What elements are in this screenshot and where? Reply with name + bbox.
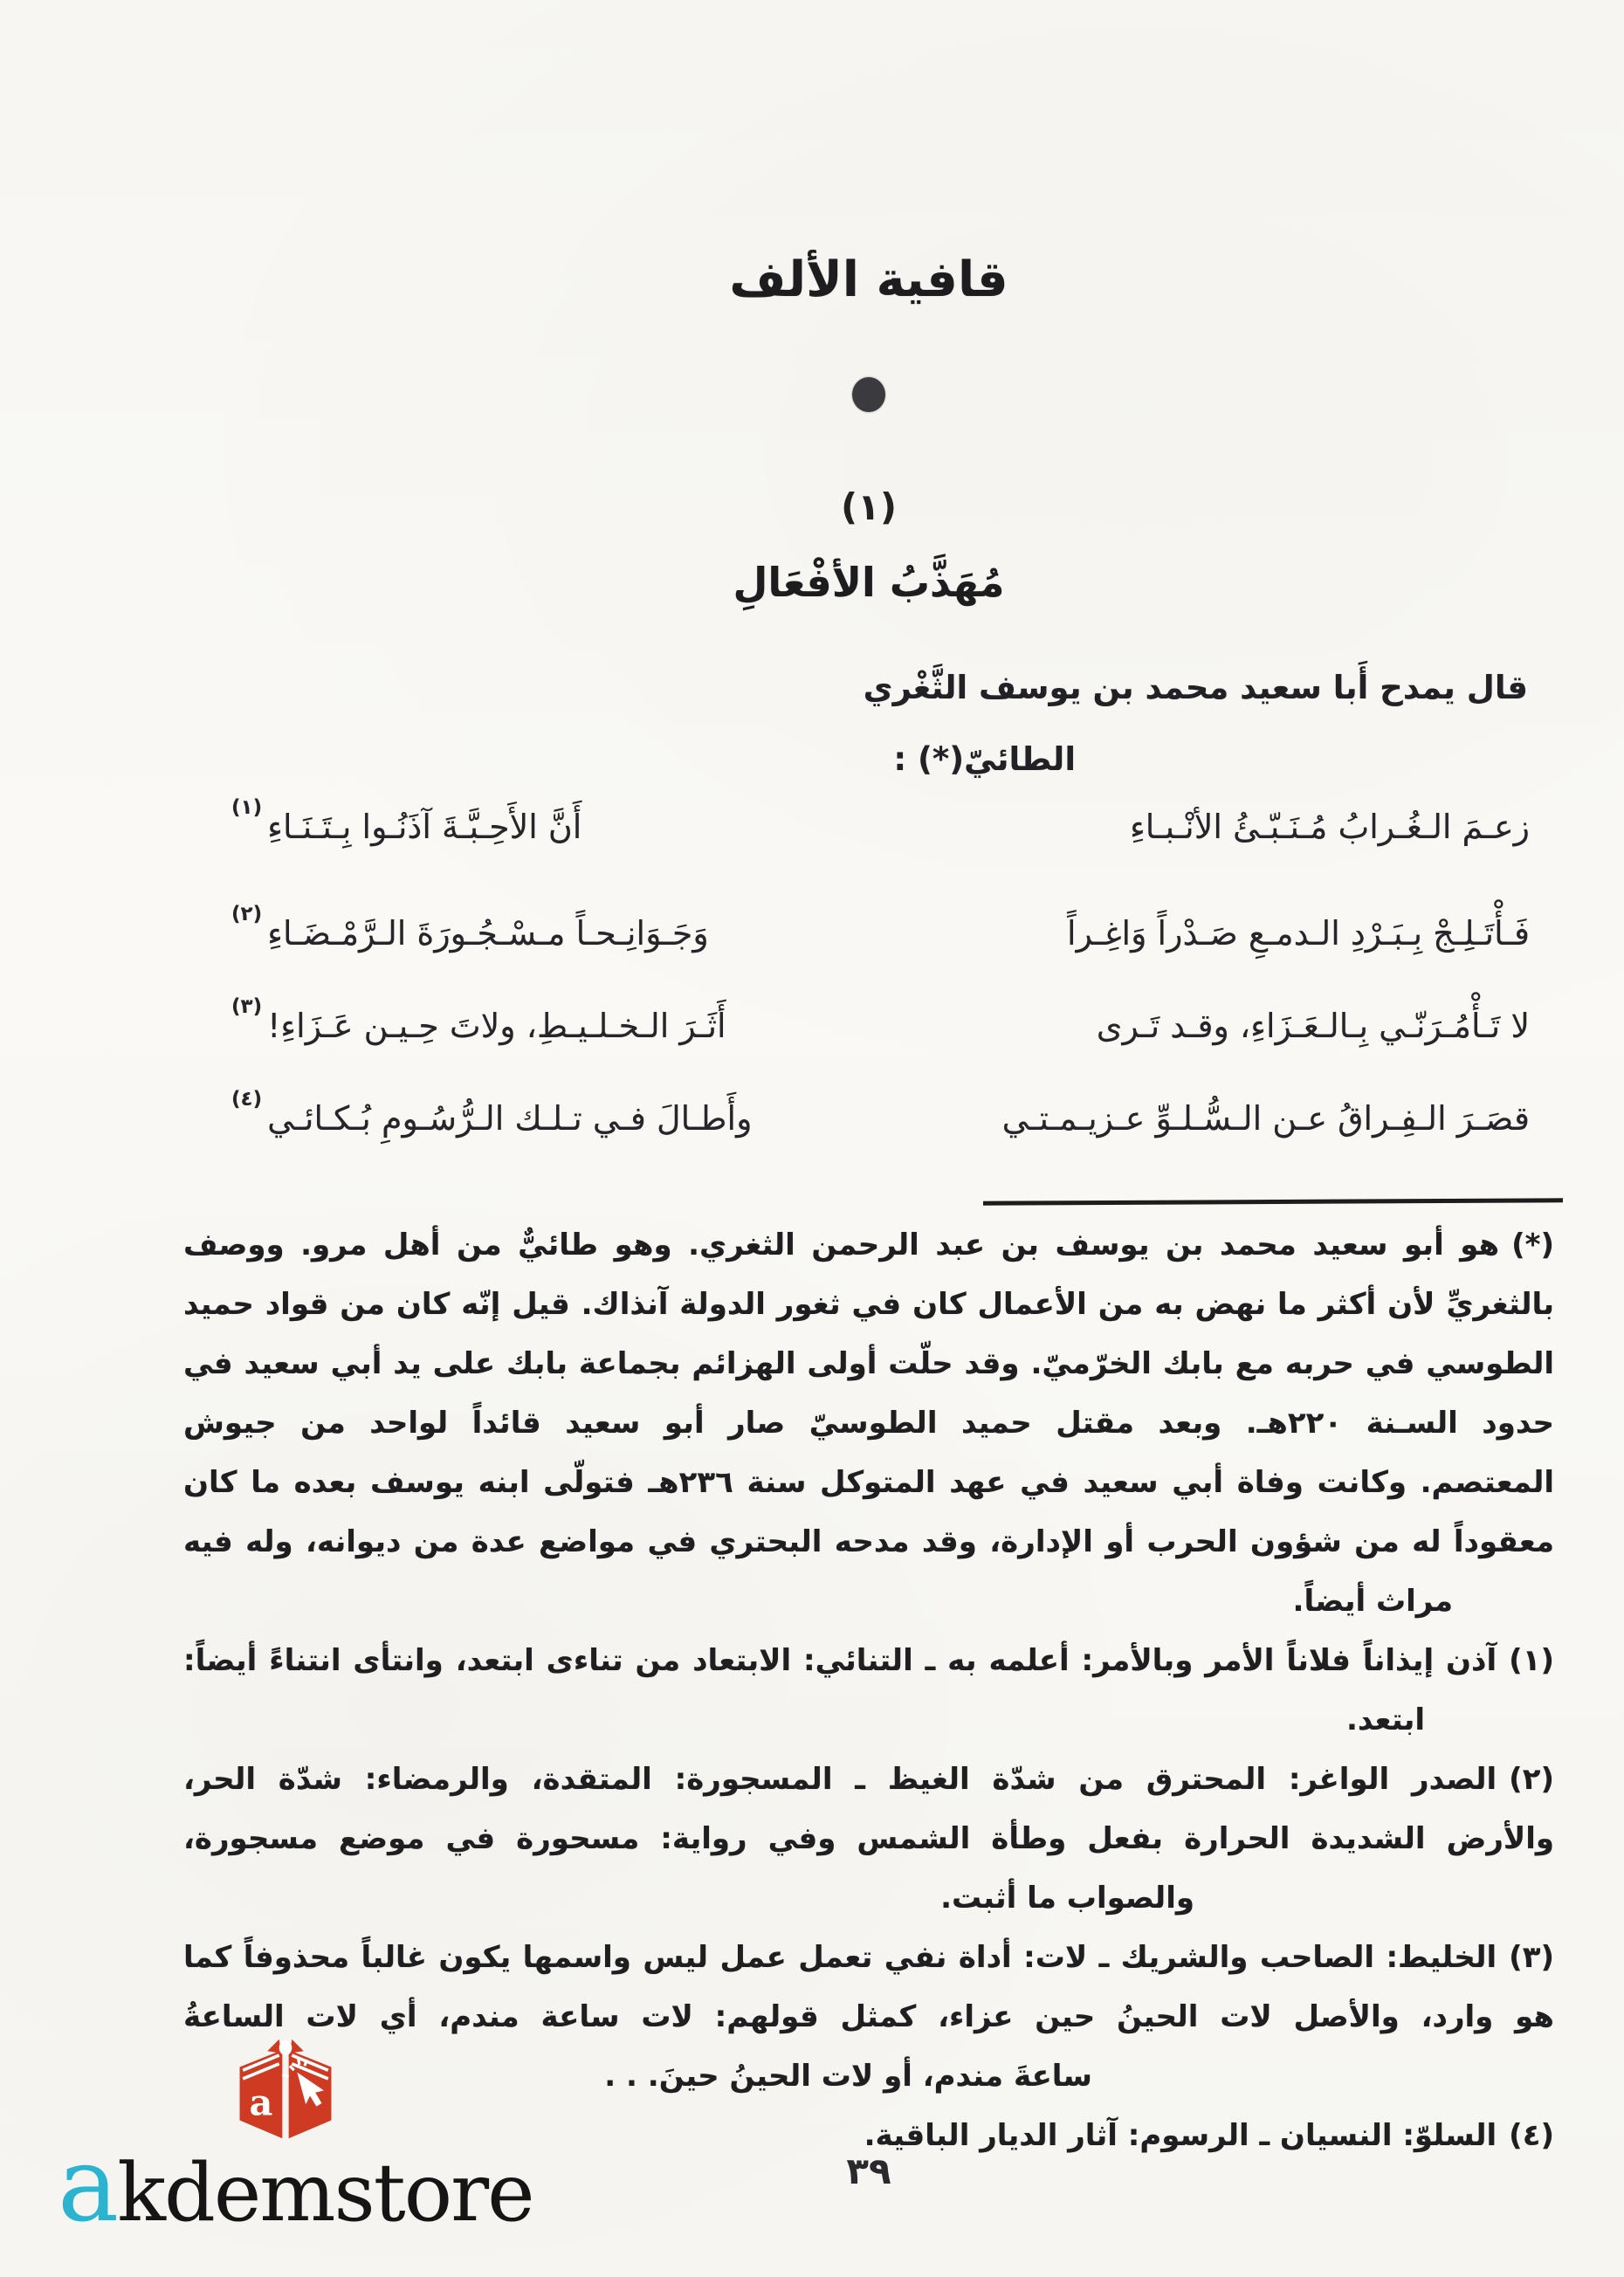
verse-row (231, 903, 1530, 953)
hemistich-right: لا تَـأْمُـرَنّـي بِـالـعَـزَاءِ، وقـد تَـرى (1096, 1007, 1530, 1045)
footnote-3-line: ساعةَ مندم، أو لات الحينُ حينَ. . . (604, 2059, 1092, 2094)
footnote-star-line: مراث أيضاً. (1292, 1584, 1453, 1619)
footnote-star-line: معقوداً له من شؤون الحرب أو الإدارة، وقد مدحه البحتري في مواضع عدة من ديوانه، وله فيه (183, 1524, 1554, 1559)
hemistich-left (231, 1088, 752, 1138)
footnote-marker: (*) (1511, 1228, 1554, 1262)
footnote-marker: (١) (1509, 1643, 1554, 1678)
footnote-marker: (٣) (231, 995, 263, 1018)
poem-title: مُهَذَّبُ الأفْعَالِ (733, 559, 1005, 606)
hemistich-left-text: وأَطـالَ فـي تـلـك الـرُّسُـومِ بُـكـائـي (267, 1099, 753, 1138)
footnote-text: هو أبو سعيد محمد بن يوسف بن عبد الرحمن الثغري. وهو طائيٌّ من أهل مرو. ووصف (183, 1228, 1500, 1262)
hemistich-left (231, 903, 709, 953)
hemistich-left-text: أَنَّ الأَحِـبَّـةَ آذَنُـوا بِـتَـنَـاءِ (267, 808, 582, 846)
hemistich-right: قصَـرَ الـفِـراقُ عـن الـسُّـلـوِّ عـزيـمـتـي (1001, 1099, 1530, 1138)
hemistich-left-text: وَجَـوَانِـحـاً مـسْـجُـورَةَ الـرَّمْـضَـاءِ (267, 914, 709, 953)
poem-intro-line-2: الطائيّ(*) : (893, 740, 1076, 778)
verse-row (231, 796, 1530, 846)
footnote-text: السلوّ: النسيان ـ الرسوم: آثار الديار الباقية. (864, 2118, 1497, 2153)
brand-wordmark (58, 2125, 533, 2245)
hemistich-right: فَـأْتَـلِـجْ بِـبَـرْدِ الـدمـعِ صَـدْراً وَاغِـراً (1067, 914, 1530, 953)
ornament-dot-icon (852, 377, 885, 412)
footnote-text: آذن إيذاناً فلاناً الأمر وبالأمر: أعلمه به ـ التنائي: الابتعاد من تناءى ابتعد، وانتأى انتناءً أيضاً: (183, 1643, 1497, 1678)
verse-row (231, 995, 1530, 1045)
footnote-1-line: ابتعد. (1345, 1703, 1425, 1737)
footnote-star-line: حدود السـنة ٢٢٠هـ. وبعد مقتل حميد الطوسيّ صار أبو سعيد قائداً لواحد من جيوش (183, 1406, 1554, 1441)
footnote-2-line (183, 1750, 1554, 1809)
footnote-star-line: بالثغريِّ لأن أكثر ما نهض به من الأعمال كان في ثغور الدولة آنذاك. قيل إنّه كان من قواد حميد (183, 1287, 1554, 1322)
hemistich-left-text: أَثَـرَ الـخـلـيـطِ، ولاتَ حِـيـن عَـزَاءِ! (267, 1007, 726, 1045)
poem-intro-line-1: قال يمدح أَبا سعيد محمد بن يوسف الثَّغْري (863, 669, 1528, 706)
footnote-marker: (١) (231, 796, 263, 819)
footnote-marker: (٢) (231, 903, 263, 925)
hemistich-left (231, 995, 726, 1045)
footnote-3-line (183, 1928, 1554, 1987)
footnote-marker: (٤) (1509, 2118, 1554, 2153)
footnote-3-line: هو وارد، والأصل لات الحينُ حين عزاء، كمثل قولهم: لات ساعة مندم، أي لات الساعةُ (183, 1999, 1554, 2034)
footnote-2-line: والأرض الشديدة الحرارة بفعل وطأة الشمس وفي رواية: مسحورة في موضع مسجورة، (183, 1821, 1554, 1856)
page-number: ٣٩ (846, 2150, 891, 2192)
akdemstore-watermark (0, 2026, 611, 2253)
brand-letter-a: a (58, 2125, 118, 2245)
footnote-2-line: والصواب ما أثبت. (940, 1881, 1194, 1916)
footnote-text: الصدر الواغر: المحترق من شدّة الغيظ ـ المسجورة: المتقدة، والرمضاء: شدّة الحر، (183, 1762, 1497, 1797)
footnote-text: الخليط: الصاحب والشريك ـ لات: أداة نفي تعمل عمل ليس واسمها يكون غالباً محذوفاً كما (183, 1940, 1497, 1975)
footnote-marker: (٤) (231, 1088, 263, 1111)
footnote-1-line (183, 1631, 1554, 1690)
svg-text:a: a (249, 2081, 273, 2124)
poem-number: (١) (840, 485, 898, 528)
footnote-marker: (٣) (1509, 1940, 1554, 1975)
footnote-separator-rule (983, 1198, 1563, 1205)
section-title: قافية الألف (729, 251, 1008, 308)
footnote-star-line (183, 1215, 1554, 1275)
footnotes-block (183, 1215, 1554, 2165)
text-block (183, 0, 1554, 2277)
footnote-marker: (٢) (1509, 1762, 1554, 1797)
footnote-star-line: المعتصم. وكانت وفاة أبي سعيد في عهد المتوكل سنة ٢٣٦هـ فتولّى ابنه يوسف بعده ما كان (183, 1465, 1554, 1500)
hemistich-left (231, 796, 581, 846)
brand-rest: kdemstore (117, 2146, 533, 2239)
hemistich-right: زعـمَ الـغُـرابُ مُـنَـبّـئُ الأنْـبـاءِ (1129, 808, 1530, 846)
verse-row (231, 1088, 1530, 1138)
footnote-star-line: الطوسي في حربه مع بابك الخرّميّ. وقد حلّت أولى الهزائم بجماعة بابك على يد أبي سعيد في (183, 1346, 1554, 1381)
